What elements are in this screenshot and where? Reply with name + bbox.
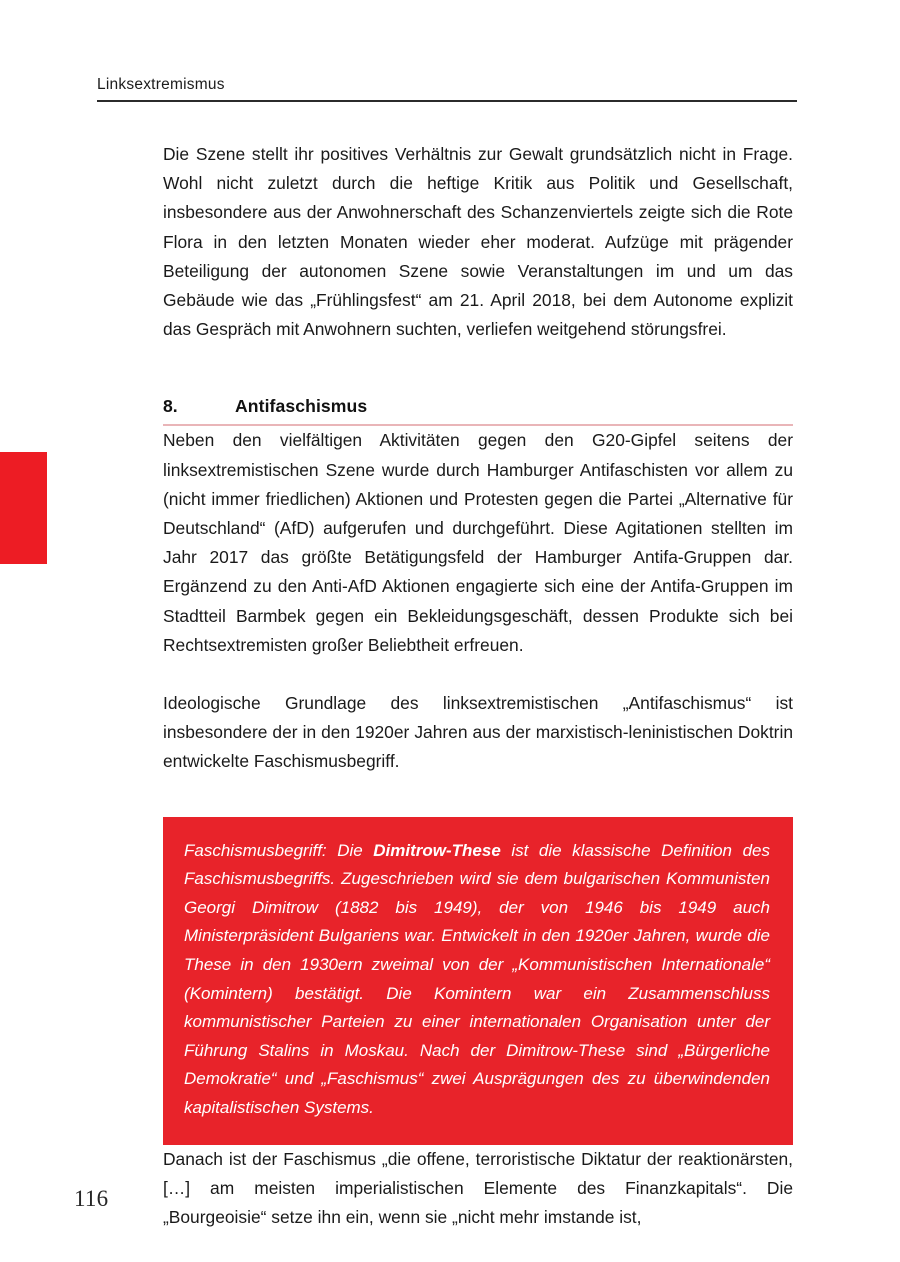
callout-text [184,837,770,1123]
callout-rest: ist die klassische Definition des Faschismusbegriffs. Zugeschrieben wird sie dem bulgarischen Kommunisten Georgi Dimitrow (1882 bis 1949), der von 1946 bis 1949 auch Ministerpräsident Bulgariens war. Entwickelt in den 1920er Jahren, wurde die These in den 1930ern zweimal von der „Kommunistischen Internationale“ (Komintern) bestätigt. Die Komintern war ein Zusammenschluss kommunistischer Parteien zu einer internationalen Organisation unter der Führung Stalins in Moskau. Nach der Dimitrow-These sind „Bürgerliche Demokratie“ und „Faschismus“ zwei Ausprägungen des zu überwindenden kapitalistischen Systems. [184,840,770,1117]
paragraph-ideology: Ideologische Grundlage des linksextremistischen „Antifaschismus“ ist insbesondere der in den 1920er Jahren aus der marxistisch-leninistischen Doktrin entwickelte Faschismusbegriff. [163,693,793,772]
callout-term: Dimitrow-These [373,840,501,860]
paragraph-antifa-activities: Neben den vielfältigen Aktivitäten gegen den G20-Gipfel seitens der linksextremistischen Szene wurde durch Hamburger Antifaschisten vor allem zu (nicht immer friedlichen) Aktionen und Protesten gegen die Partei „Alternative für Deutschland“ (AfD) aufgerufen und durchgeführt. Diese Agitationen stellten im Jahr 2017 das größte Betätigungsfeld der Hamburger Antifa-Gruppen dar. Ergänzend zu den Anti-AfD Aktionen engagierte sich eine der Antifa-Gruppen im Stadtteil Barmbek gegen ein Bekleidungsgeschäft, dessen Produkte sich bei Rechtsextremisten großer Beliebtheit erfreuen. [163,430,793,655]
section-number: 8. [163,396,178,417]
text-column [163,140,793,1232]
section-heading-row [163,396,793,424]
running-header [97,76,797,102]
header-divider [97,100,797,102]
definition-callout-box [163,817,793,1145]
paragraph-intro: Die Szene stellt ihr positives Verhältnis zur Gewalt grundsätzlich nicht in Frage. Wohl nicht zuletzt durch die heftige Kritik aus Politik und Gesellschaft, insbesondere aus der Anwohnerschaft des Schanzenviertels zeigte sich die Rote Flora in den letzten Monaten wieder eher moderat. Aufzüge mit prägender Beteiligung der autonomen Szene sowie Veranstaltungen im und um das Gebäude wie das „Frühlingsfest“ am 21. April 2018, bei dem Autonome explizit das Gespräch mit Anwohnern suchten, verliefen weitgehend störungsfrei. [163,144,793,340]
section-heading [163,396,793,426]
paragraph-closing: Danach ist der Faschismus „die offene, terroristische Diktatur der reaktionärsten, […] am meisten imperialistischen Elemente des Finanzkapitals“. Die „Bourgeoisie“ setze ihn ein, wenn sie „nicht mehr imstande ist, [163,1148,793,1227]
running-header-title: Linksextremismus [97,76,225,93]
section-thumb-tab [0,452,47,564]
section-title: Antifaschismus [235,396,368,417]
callout-lead: Faschismusbegriff: Die [184,840,374,860]
page-number: 116 [74,1186,109,1211]
